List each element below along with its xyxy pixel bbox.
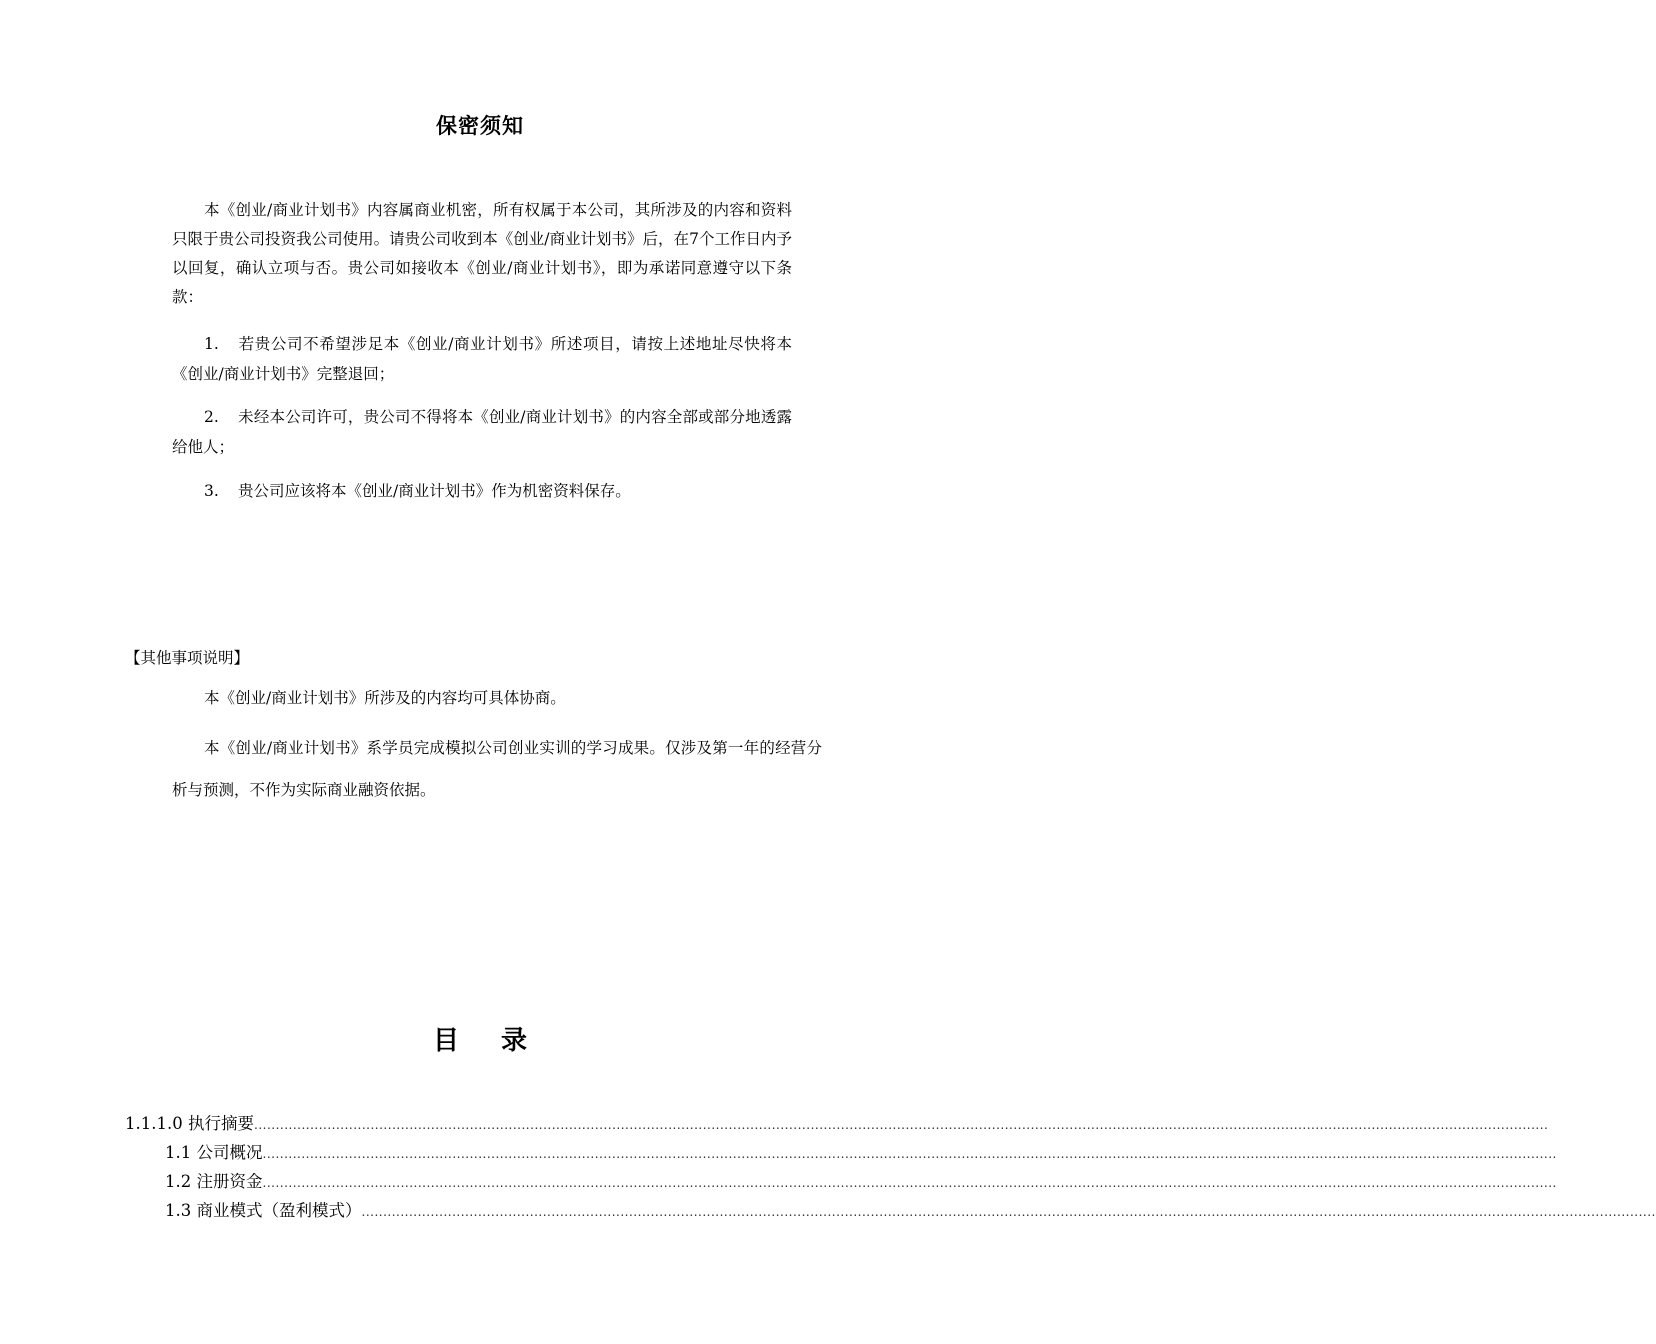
clause-item-1	[172, 329, 792, 389]
clause-number: 3.	[204, 482, 219, 500]
other-notes-line-2: 本《创业/商业计划书》系学员完成模拟公司创业实训的学习成果。仅涉及第一年的经营分析与预测，不作为实际商业融资依据。	[172, 739, 822, 799]
other-notes-line-1: 本《创业/商业计划书》所涉及的内容均可具体协商。	[204, 689, 566, 707]
toc-leader-dots: ............................................................................................................................................................................................................................................................................................................	[262, 1147, 1557, 1161]
clause-text: 贵公司应该将本《创业/商业计划书》作为机密资料保存。	[238, 482, 631, 500]
toc-entry[interactable]	[125, 1139, 1557, 1168]
toc-entry[interactable]	[125, 1168, 1557, 1197]
toc-title-right: 录	[501, 1026, 528, 1056]
toc-entry[interactable]	[125, 1197, 1656, 1226]
clause-number: 2.	[204, 408, 219, 426]
toc-entry-label: 1.2 注册资金	[165, 1172, 263, 1191]
toc-leader-dots: ............................................................................................................................................................................................................................................................................................................	[254, 1118, 1549, 1132]
toc-title-left: 目	[432, 1026, 459, 1056]
toc-title	[0, 1020, 960, 1057]
toc-entry-label: 1.1 公司概况	[165, 1143, 263, 1162]
toc-entry-label: 1.0 执行摘要	[156, 1114, 254, 1133]
confidentiality-intro: 本《创业/商业计划书》内容属商业机密，所有权属于本公司，其所涉及的内容和资料只限于贵公司投资我公司使用。请贵公司收到本《创业/商业计划书》后，在7个工作日内予以回复，确认立项与否。贵公司如接收本《创业/商业计划书》，即为承诺同意遵守以下条款：	[172, 201, 792, 306]
clause-text: 未经本公司许可，贵公司不得将本《创业/商业计划书》的内容全部或部分地透露给他人；	[172, 408, 792, 456]
toc-entry-number: 1.1.	[125, 1114, 157, 1133]
toc-leader-dots: ............................................................................................................................................................................................................................................................................................................	[361, 1205, 1656, 1219]
clause-number: 1.	[204, 335, 219, 353]
toc-entry-label: 1.3 商业模式（盈利模式）	[165, 1201, 362, 1220]
toc-entry[interactable]	[125, 1110, 1549, 1139]
table-of-contents	[125, 1110, 1656, 1226]
clause-item-2	[172, 402, 792, 462]
toc-leader-dots: ............................................................................................................................................................................................................................................................................................................	[262, 1176, 1557, 1190]
clause-text: 若贵公司不希望涉足本《创业/商业计划书》所述项目，请按上述地址尽快将本《创业/商业计划书》完整退回；	[172, 335, 792, 383]
other-notes-heading: 【其他事项说明】	[125, 649, 250, 667]
confidentiality-title: 保密须知	[436, 113, 524, 138]
clause-item-3	[172, 476, 792, 506]
